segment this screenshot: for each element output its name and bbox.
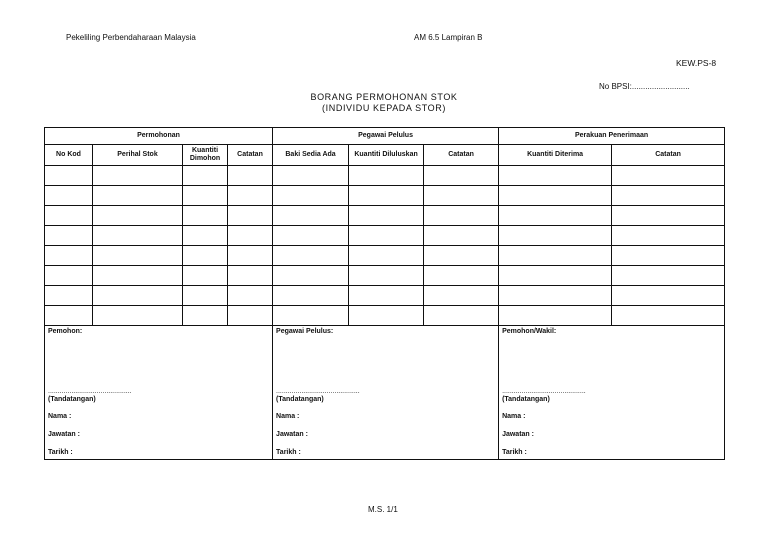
table-cell[interactable]	[183, 166, 228, 186]
table-cell[interactable]	[45, 306, 93, 326]
table-cell[interactable]	[424, 226, 499, 246]
table-cell[interactable]	[273, 266, 349, 286]
table-cell[interactable]	[183, 286, 228, 306]
table-cell[interactable]	[424, 246, 499, 266]
table-cell[interactable]	[273, 306, 349, 326]
table-cell[interactable]	[93, 306, 183, 326]
signature-role: Pemohon/Wakil:	[502, 328, 557, 335]
table-cell[interactable]	[273, 286, 349, 306]
signature-label: (Tandatangan)	[502, 396, 550, 403]
form-code: KEW.PS-8	[676, 58, 717, 68]
signature-line[interactable]: ...........................................	[276, 388, 360, 395]
name-field[interactable]: Nama :	[48, 413, 72, 420]
table-cell[interactable]	[93, 246, 183, 266]
position-field[interactable]: Jawatan :	[48, 431, 80, 438]
table-cell[interactable]	[349, 206, 424, 226]
table-cell[interactable]	[273, 246, 349, 266]
table-cell[interactable]	[499, 186, 612, 206]
table-cell[interactable]	[499, 306, 612, 326]
table-cell[interactable]	[424, 206, 499, 226]
table-row	[45, 286, 725, 306]
table-cell[interactable]	[93, 186, 183, 206]
col-baki-sedia-ada: Baki Sedia Ada	[273, 145, 349, 166]
table-cell[interactable]	[93, 226, 183, 246]
table-cell[interactable]	[349, 306, 424, 326]
col-kuantiti-diterima: Kuantiti Diterima	[499, 145, 612, 166]
table-cell[interactable]	[612, 306, 725, 326]
table-cell[interactable]	[499, 266, 612, 286]
col-catatan-permohonan: Catatan	[228, 145, 273, 166]
table-cell[interactable]	[183, 246, 228, 266]
table-cell[interactable]	[349, 266, 424, 286]
bpsi-number: No BPSI:..........................	[599, 82, 690, 91]
position-field[interactable]: Jawatan :	[276, 431, 308, 438]
form-title-line1: BORANG PERMOHONAN STOK	[310, 92, 458, 102]
group-pegawai-pelulus: Pegawai Pelulus	[273, 128, 499, 145]
signature-label: (Tandatangan)	[276, 396, 324, 403]
table-cell[interactable]	[183, 266, 228, 286]
table-cell[interactable]	[45, 266, 93, 286]
table-row	[45, 166, 725, 186]
table-cell[interactable]	[45, 186, 93, 206]
table-cell[interactable]	[228, 246, 273, 266]
table-cell[interactable]	[45, 286, 93, 306]
table-cell[interactable]	[93, 286, 183, 306]
name-field[interactable]: Nama :	[502, 413, 526, 420]
table-cell[interactable]	[228, 286, 273, 306]
stock-request-table	[44, 127, 725, 460]
form-title-line2: (INDIVIDU KEPADA STOR)	[322, 103, 446, 113]
table-cell[interactable]	[612, 206, 725, 226]
table-cell[interactable]	[93, 166, 183, 186]
name-field[interactable]: Nama :	[276, 413, 300, 420]
table-row	[45, 186, 725, 206]
table-cell[interactable]	[228, 266, 273, 286]
table-cell[interactable]	[612, 266, 725, 286]
table-cell[interactable]	[228, 226, 273, 246]
table-cell[interactable]	[499, 246, 612, 266]
date-field[interactable]: Tarikh :	[502, 449, 527, 456]
col-kuantiti-diluluskan: Kuantiti Diluluskan	[349, 145, 424, 166]
group-perakuan-penerimaan: Perakuan Penerimaan	[499, 128, 725, 145]
table-cell[interactable]	[183, 186, 228, 206]
table-cell[interactable]	[499, 166, 612, 186]
table-cell[interactable]	[424, 166, 499, 186]
signature-block-pemohon	[45, 326, 273, 460]
page-number: M.S. 1/1	[368, 505, 398, 514]
table-cell[interactable]	[45, 226, 93, 246]
table-row	[45, 266, 725, 286]
table-cell[interactable]	[93, 266, 183, 286]
table-cell[interactable]	[273, 226, 349, 246]
form-title	[274, 92, 494, 114]
table-cell[interactable]	[228, 206, 273, 226]
table-cell[interactable]	[499, 226, 612, 246]
signature-label: (Tandatangan)	[48, 396, 96, 403]
table-row	[45, 306, 725, 326]
col-perihal-stok: Perihal Stok	[93, 145, 183, 166]
signature-block-pemohon-wakil	[499, 326, 725, 460]
table-cell[interactable]	[273, 166, 349, 186]
table-cell[interactable]	[228, 186, 273, 206]
table-cell[interactable]	[349, 186, 424, 206]
appendix-reference: AM 6.5 Lampiran B	[414, 33, 483, 42]
table-cell[interactable]	[424, 186, 499, 206]
table-cell[interactable]	[273, 186, 349, 206]
col-kuantiti-dimohon: Kuantiti Dimohon	[183, 145, 228, 166]
signature-line[interactable]: ...........................................	[502, 388, 586, 395]
table-cell[interactable]	[424, 286, 499, 306]
table-cell[interactable]	[424, 266, 499, 286]
signature-role: Pegawai Pelulus:	[276, 328, 334, 335]
table-cell[interactable]	[45, 246, 93, 266]
table-cell[interactable]	[612, 226, 725, 246]
signature-line[interactable]: ...........................................	[48, 388, 132, 395]
table-cell[interactable]	[45, 206, 93, 226]
table-cell[interactable]	[183, 226, 228, 246]
table-row	[45, 206, 725, 226]
table-cell[interactable]	[612, 166, 725, 186]
table-cell[interactable]	[349, 166, 424, 186]
table-cell[interactable]	[612, 186, 725, 206]
signature-block-pegawai-pelulus	[273, 326, 499, 460]
table-cell[interactable]	[612, 246, 725, 266]
table-cell[interactable]	[424, 306, 499, 326]
table-cell[interactable]	[183, 206, 228, 226]
table-cell[interactable]	[349, 246, 424, 266]
table-cell[interactable]	[228, 306, 273, 326]
table-cell[interactable]	[45, 166, 93, 186]
table-row	[45, 226, 725, 246]
table-cell[interactable]	[228, 166, 273, 186]
table-cell[interactable]	[499, 286, 612, 306]
date-field[interactable]: Tarikh :	[276, 449, 301, 456]
col-catatan-pelulus: Catatan	[424, 145, 499, 166]
table-cell[interactable]	[349, 226, 424, 246]
table-cell[interactable]	[273, 206, 349, 226]
table-cell[interactable]	[349, 286, 424, 306]
table-cell[interactable]	[93, 206, 183, 226]
table-cell[interactable]	[499, 206, 612, 226]
table-cell[interactable]	[612, 286, 725, 306]
position-field[interactable]: Jawatan :	[502, 431, 534, 438]
col-no-kod: No Kod	[45, 145, 93, 166]
col-catatan-penerimaan: Catatan	[612, 145, 725, 166]
table-cell[interactable]	[183, 306, 228, 326]
table-row	[45, 246, 725, 266]
circular-reference: Pekeliling Perbendaharaan Malaysia	[66, 33, 196, 42]
signature-role: Pemohon:	[48, 328, 83, 335]
date-field[interactable]: Tarikh :	[48, 449, 73, 456]
group-permohonan: Permohonan	[45, 128, 273, 145]
